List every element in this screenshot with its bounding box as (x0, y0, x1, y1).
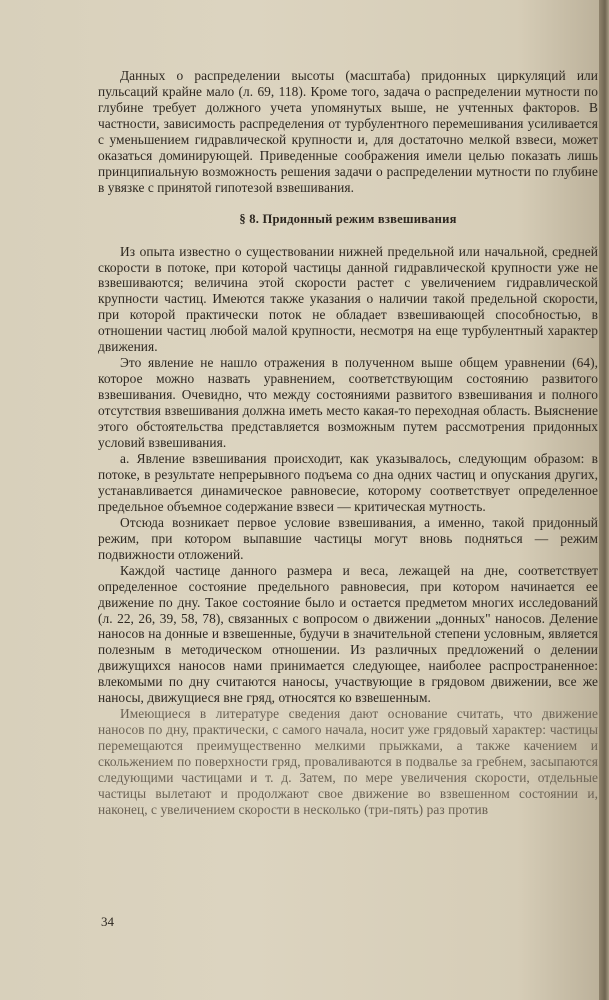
paragraph: Из опыта известно о существовании нижней предельной или начальной, средней скорости в потоке, при которой частицы данной гидравлической крупности уже не взвешиваются; величина этой скорости растет с увеличением гидравлической крупности частиц. Имеются также указания о наличии такой предельной скорости, при которой практически поток не обладает взвешивающей способностью, в отношении частиц любой малой крупности, несмотря на еще турбулентный характер движения. (98, 243, 598, 355)
paragraph: а. Явление взвешивания происходит, как указывалось, следующим образом: в потоке, в результате непрерывного подъема со дна одних частиц и опускания других, устанавливается динамическое равновесие, которому соответствует определенное предельное объемное содержание взвеси — критическая мутность. (98, 450, 598, 514)
paragraph: Это явление не нашло отражения в полученном выше общем уравнении (64), которое можно назвать уравнением, соответствующим состоянию развитого взвешивания. Очевидно, что между состояниями развитого взвешивания и полного отсутствия взвешивания должна иметь место какая-то переходная область. Выяснение этого обстоятельства представляется возможным путем рассмотрения придонных условий взвешивания. (98, 355, 598, 451)
paragraph: Данных о распределении высоты (масштаба) придонных циркуляций или пульсаций крайне мало (л. 69, 118). Кроме того, задача о распределении мутности по глубине требует должного учета упомянутых выше, не учтенных факторов. В частности, зависимость распределения от турбулентного перемешивания усиливается с уменьшением гидравлической крупности и, для достаточно мелкой взвеси, может оказаться доминирующей. Приведенные соображения имели целью показать лишь принципиальную возможность решения задачи о распределении мутности по глубине в увязке с принятой гипотезой взвешивания. (98, 68, 598, 195)
paragraph: Имеющиеся в литературе сведения дают основание считать, что движение наносов по дну, практически, с самого начала, носит уже грядовый характер: частицы перемещаются преимущественно мелкими прыжками, а также качением и скольжением по поверхности гряд, проваливаются в подвалье за гребнем, засыпаются следующими частицами и т. д. Затем, по мере увеличения скорости, отдельные частицы вылетают и продолжают свое движение во взвешенном состоянии и, наконец, с увеличением скорости в несколько (три-пять) раз против (98, 706, 598, 817)
page-number: 34 (101, 914, 114, 929)
page-edge-shadow (599, 0, 609, 1000)
paragraph: Отсюда возникает первое условие взвешивания, а именно, такой придонный режим, при котором выпавшие частицы могут вновь подняться — режим подвижности отложений. (98, 514, 598, 562)
body-text (98, 68, 598, 818)
paragraph: Каждой частице данного размера и веса, лежащей на дне, соответствует определенное состояние предельного равновесия, при котором начинается ее движение по дну. Такое состояние было и остается предметом многих исследований (л. 22, 26, 39, 58, 78), связанных с вопросом о движении „донных" наносов. Деление наносов на донные и взвешенные, будучи в значительной степени условным, является полезным в методическом отношении. Из различных предложений о делении движущихся наносов нами принимается следующее, наиболее распространенное: влекомыми по дну считаются наносы, участвующие в грядовом движении, все же наносы, движущиеся вне гряд, относятся ко взвешенным. (98, 562, 598, 706)
section-heading: § 8. Придонный режим взвешивания (239, 211, 457, 226)
